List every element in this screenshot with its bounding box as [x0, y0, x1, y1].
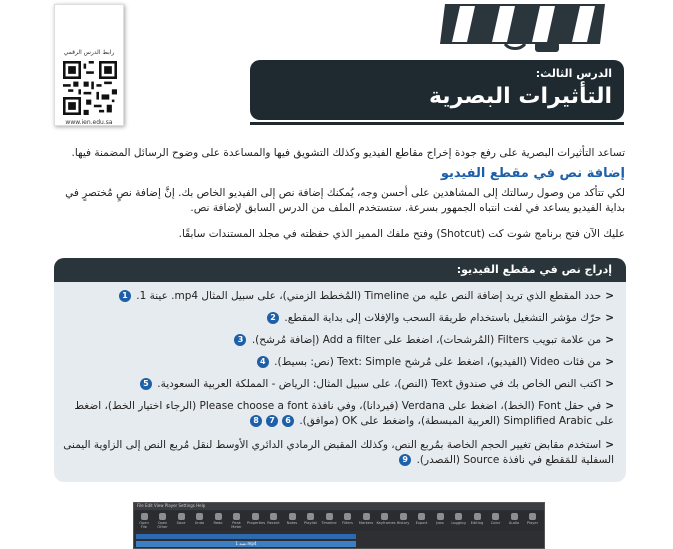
- instruction-box-title: إدراج نص في مقطع الفيديو:: [456, 263, 612, 276]
- toolbar-label: Save: [176, 521, 186, 525]
- step-badge: 5: [140, 378, 152, 390]
- toolbar-button[interactable]: [229, 513, 245, 529]
- step-text: حدد المقطع الذي تريد إضافة النص عليه من Timeline (المُخطط الزمني)، على سبيل المثال mp4. عينة 1.: [136, 290, 602, 302]
- toolbar-button[interactable]: [358, 513, 374, 525]
- step-2: [62, 311, 614, 326]
- toolbar-button[interactable]: [303, 513, 319, 525]
- step-1: [62, 289, 614, 304]
- toolbar-label: Audio: [508, 521, 520, 525]
- toolbar-label: Open File: [139, 521, 149, 529]
- section-heading: إضافة نص في مقطع الفيديو: [440, 166, 625, 181]
- step-4: [62, 355, 614, 370]
- toolbar-button[interactable]: [173, 513, 189, 525]
- step-badge: 2: [267, 312, 279, 324]
- bullet-arrow-icon: <: [605, 290, 614, 302]
- instruction-box: [54, 258, 626, 482]
- step-text: من فئات Video (الفيديو)، اضغط على مُرشح Text: Simple (نص: بسيط).: [274, 356, 602, 368]
- step-5: [62, 377, 614, 392]
- toolbar-label: History: [396, 521, 410, 525]
- toolbar-icon: [270, 513, 277, 520]
- toolbar-button[interactable]: [284, 513, 300, 525]
- toolbar-button[interactable]: [192, 513, 208, 525]
- toolbar-icon: [233, 513, 240, 520]
- step-badge: 6: [282, 415, 294, 427]
- toolbar-label: Keyframes: [376, 521, 396, 525]
- toolbar-label: Color: [490, 521, 501, 525]
- toolbar-icon: [381, 513, 388, 520]
- qr-code-icon[interactable]: [63, 61, 117, 115]
- step-badge: 4: [257, 356, 269, 368]
- toolbar-label: Player: [526, 521, 539, 525]
- toolbar-icon: [437, 513, 444, 520]
- bullet-arrow-icon: <: [605, 439, 614, 451]
- toolbar-icon: [159, 513, 166, 520]
- intro-paragraph: تساعد التأثيرات البصرية على رفع جودة إخراج مقاطع الفيديو وكذلك التشويق فيها والمساعدة على وضوح الرسائل المضمنة فيها.: [71, 147, 625, 159]
- toolbar-label: Logging: [451, 521, 466, 525]
- bullet-arrow-icon: <: [605, 400, 614, 412]
- step-text: اكتب النص الخاص بك في صندوق Text (النص)، على سبيل المثال: الرياض - المملكة العربية السعودية.: [157, 378, 602, 390]
- toolbar-icon: [141, 513, 148, 520]
- qr-label: رابط الدرس الرقمي: [63, 49, 115, 56]
- toolbar-icon: [474, 513, 481, 520]
- toolbar-label: Editing: [470, 521, 484, 525]
- lesson-title: التأثيرات البصرية: [428, 84, 612, 109]
- toolbar-icon: [492, 513, 499, 520]
- qr-url[interactable]: www.ien.edu.sa: [65, 119, 113, 126]
- shotcut-screenshot: [133, 502, 545, 549]
- toolbar-icon: [252, 513, 259, 520]
- toolbar-icon: [455, 513, 462, 520]
- toolbar-label: Jobs: [436, 521, 444, 525]
- toolbar-icon: [196, 513, 203, 520]
- bullet-arrow-icon: <: [605, 334, 614, 346]
- title-underline: [250, 122, 624, 125]
- step-6: [62, 399, 614, 429]
- toolbar-button[interactable]: [321, 513, 337, 525]
- toolbar-label: Undo: [194, 521, 205, 525]
- step-text: من علامة تبويب Filters (المُرشحات)، اضغط على Add a filter (إضافة مُرشح).: [251, 334, 602, 346]
- toolbar-icon: [400, 513, 407, 520]
- toolbar-button[interactable]: [266, 513, 282, 525]
- step-text: استخدم مقابض تغيير الحجم الخاصة بمُربع النص، وكذلك المقبض الرمادي الدائري الأوسط لنقل مُربع النص إلى الزاوية اليمنى السفلية للمَقطع في نافذة Source (المَصدر).: [63, 439, 614, 466]
- instruction-box-header: [54, 258, 626, 282]
- toolbar-icon: [215, 513, 222, 520]
- toolbar-label: Redo: [213, 521, 223, 525]
- app-timeline-clip[interactable]: عينة 1.mp4: [136, 541, 356, 547]
- qr-card: [54, 4, 124, 126]
- bullet-arrow-icon: <: [605, 378, 614, 390]
- toolbar-icon: [363, 513, 370, 520]
- toolbar-button[interactable]: [136, 513, 152, 529]
- step-3: [62, 333, 614, 348]
- toolbar-button[interactable]: [525, 513, 541, 525]
- clapperboard-icon: [415, 4, 615, 52]
- step-text: حرّك مؤشر التشغيل باستخدام طريقة السحب والإفلات إلى بداية المقطع.: [284, 312, 602, 324]
- toolbar-label: Markers: [358, 521, 374, 525]
- toolbar-icon: [344, 513, 351, 520]
- toolbar-label: Filters: [342, 521, 353, 525]
- toolbar-label: Peak Meter: [231, 521, 242, 529]
- step-badge: 7: [266, 415, 278, 427]
- app-menu-bar[interactable]: File Edit View Player Settings Help: [134, 503, 544, 510]
- app-timeline-track[interactable]: [136, 534, 356, 539]
- toolbar-icon: [178, 513, 185, 520]
- toolbar-label: Notes: [286, 521, 298, 525]
- toolbar-button[interactable]: [451, 513, 467, 525]
- toolbar-button[interactable]: [432, 513, 448, 525]
- lesson-title-banner: [250, 60, 624, 120]
- bullet-arrow-icon: <: [605, 356, 614, 368]
- toolbar-button[interactable]: [155, 513, 171, 529]
- toolbar-button[interactable]: [506, 513, 522, 525]
- toolbar-button[interactable]: [247, 513, 266, 525]
- lesson-number: الدرس الثالث:: [535, 67, 612, 80]
- bullet-arrow-icon: <: [605, 312, 614, 324]
- step-badge: 1: [119, 290, 131, 302]
- section-paragraph: لكي تتأكد من وصول رسالتك إلى المشاهدين على أحسن وجه، يُمكنك إضافة نص إلى الفيديو الخاص بك. إنَّ إضافة نصٍ مُختصرٍ في بداية الفيديو يساعد في لفت انتباه الجمهور بسرعة. ستستخدم الملف من الدرس السابق لإضافة نص.: [65, 187, 625, 214]
- toolbar-icon: [289, 513, 296, 520]
- toolbar-button[interactable]: [395, 513, 411, 525]
- step-badge: 9: [399, 454, 411, 466]
- toolbar-button[interactable]: [210, 513, 226, 525]
- toolbar-button[interactable]: [488, 513, 504, 525]
- toolbar-icon: [418, 513, 425, 520]
- step-text: في حقل Font (الخط)، اضغط على Verdana (فيردانا)، وفي نافذة Please choose a font (الرجاء اختيار الخط)، اضغط على Simplified Arabic (العربية المبسطة)، واضغط على OK (موافق).: [74, 400, 614, 427]
- open-paragraph: عليك الآن فتح برنامج شوت كت (Shotcut) وفتح ملفك المميز الذي حفظته في مجلد المستندات سابقًا.: [178, 228, 625, 240]
- toolbar-button[interactable]: [340, 513, 356, 525]
- toolbar-icon: [326, 513, 333, 520]
- toolbar-label: Timeline: [321, 521, 337, 525]
- toolbar-label: Recent: [267, 521, 280, 525]
- toolbar-icon: [511, 513, 518, 520]
- toolbar-label: Open Other: [157, 521, 168, 529]
- toolbar-label: Properties: [247, 521, 266, 525]
- toolbar-icon: [529, 513, 536, 520]
- step-badge: 3: [234, 334, 246, 346]
- toolbar-icon: [307, 513, 314, 520]
- toolbar-button[interactable]: [469, 513, 485, 525]
- step-badge: 8: [250, 415, 262, 427]
- toolbar-button[interactable]: [414, 513, 430, 525]
- step-7: [62, 438, 614, 468]
- toolbar-label: Export: [415, 521, 428, 525]
- app-toolbar: [134, 511, 544, 531]
- toolbar-label: Playlist: [304, 521, 317, 525]
- toolbar-button[interactable]: [376, 513, 396, 525]
